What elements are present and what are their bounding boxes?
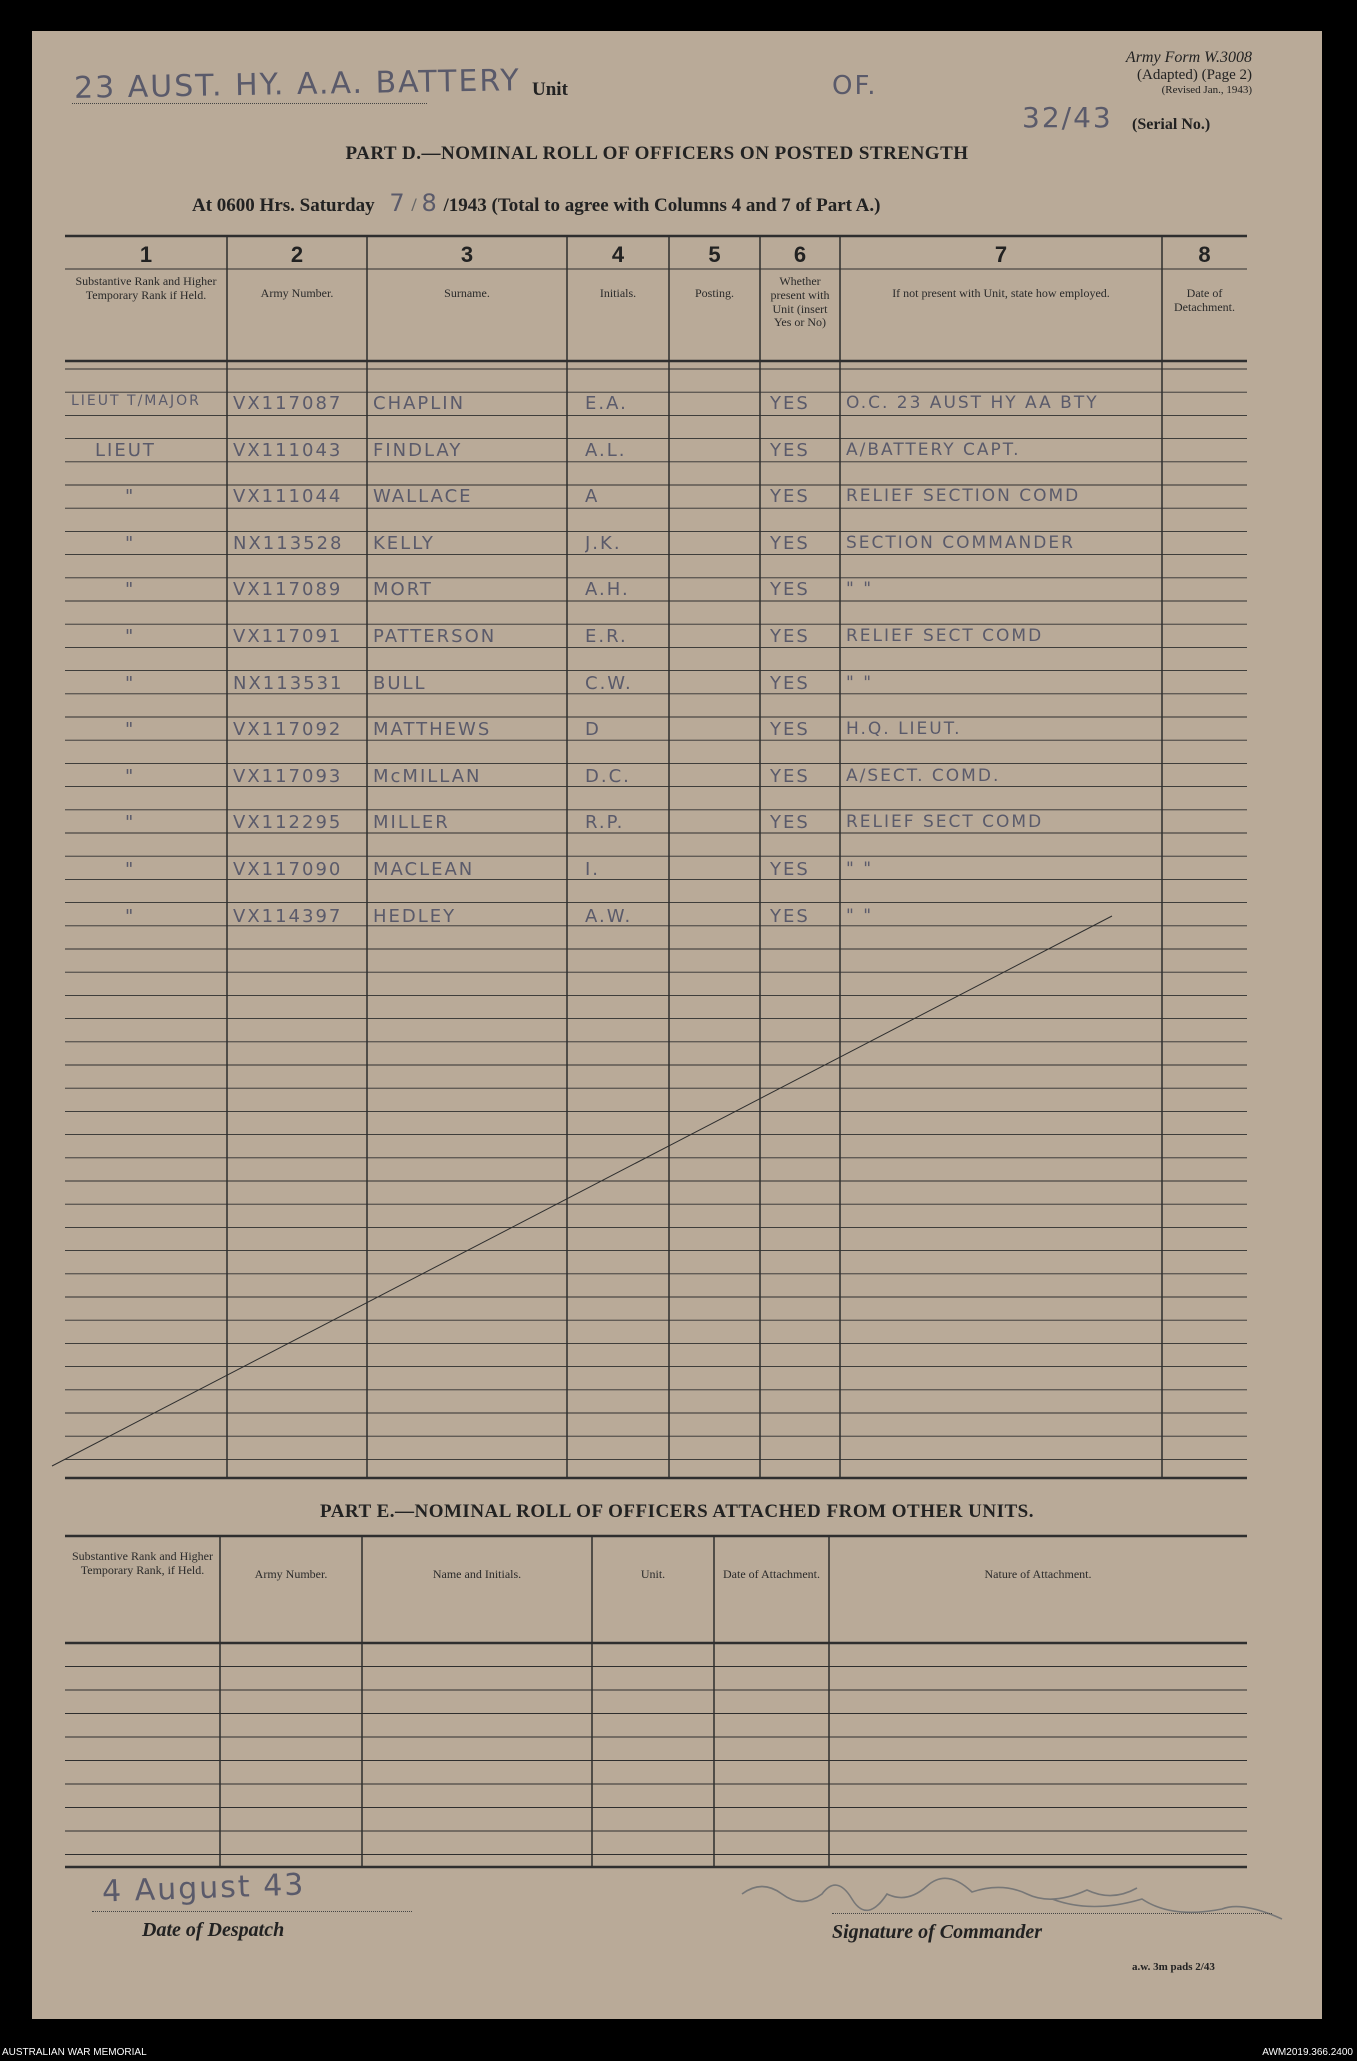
col-4-label: Initials. bbox=[599, 286, 637, 300]
officer-rank: LIEUT bbox=[95, 439, 156, 461]
col-2-number: 2 bbox=[290, 242, 304, 267]
officer-employed: A/BATTERY CAPT. bbox=[846, 439, 1021, 460]
part-e-col-1-label: Substantive Rank and Higher Temporary Rank, if Held. bbox=[72, 1549, 213, 1577]
officer-number: VX117091 bbox=[233, 626, 343, 647]
officer-present: YES bbox=[770, 393, 810, 414]
officer-initials: C.W. bbox=[585, 672, 633, 694]
officer-employed: " " bbox=[846, 672, 874, 693]
officer-initials: D bbox=[585, 719, 601, 741]
officer-surname: FINDLAY bbox=[373, 439, 463, 461]
despatch-handwritten: 4 August 43 bbox=[101, 1867, 306, 1910]
officer-present: YES bbox=[770, 486, 810, 508]
officer-number: VX117092 bbox=[233, 719, 343, 741]
serial-handwritten: 32/43 bbox=[1022, 101, 1113, 134]
officer-present: YES bbox=[770, 579, 810, 601]
officer-rank: " bbox=[125, 626, 136, 647]
officer-present: YES bbox=[770, 626, 810, 647]
officer-surname: BULL bbox=[373, 672, 427, 694]
officer-surname: MILLER bbox=[373, 812, 450, 834]
officer-employed: H.Q. LIEUT. bbox=[846, 719, 962, 740]
signature-underline bbox=[832, 1913, 1272, 1914]
col-5-number: 5 bbox=[708, 242, 721, 267]
officer-surname: MATTHEWS bbox=[373, 719, 492, 741]
officer-rank: " bbox=[125, 905, 136, 927]
officer-surname: KELLY bbox=[373, 532, 435, 554]
despatch-underline bbox=[92, 1911, 412, 1912]
serial-label: (Serial No.) bbox=[1132, 116, 1211, 133]
officer-rank: " bbox=[125, 532, 136, 554]
officer-initials: E.R. bbox=[585, 626, 628, 647]
date-day: 7 bbox=[389, 189, 407, 217]
col-5-label: Posting. bbox=[694, 286, 734, 300]
date-suffix: (Total to agree with Columns 4 and 7 of Part A.) bbox=[491, 195, 881, 216]
print-code: a.w. 3m pads 2/43 bbox=[1132, 1961, 1215, 1973]
part-d-title: PART D.—NOMINAL ROLL OF OFFICERS ON POSTED STRENGTH bbox=[345, 143, 969, 164]
officer-rank: LIEUT T/MAJOR bbox=[71, 393, 201, 409]
officer-initials: D.C. bbox=[585, 765, 631, 787]
officer-number: NX113531 bbox=[233, 672, 344, 694]
officer-employed: O.C. 23 AUST HY AA BTY bbox=[846, 393, 1099, 413]
part-e-col-6-label: Nature of Attachment. bbox=[984, 1567, 1092, 1581]
officer-number: VX117089 bbox=[233, 579, 343, 601]
officer-rank: " bbox=[125, 859, 136, 880]
officer-number: VX111044 bbox=[233, 486, 343, 508]
col-6-label: Whether present with Unit (insert Yes or No) bbox=[770, 274, 830, 330]
officer-employed: SECTION COMMANDER bbox=[846, 532, 1075, 553]
part-e-col-3-label: Name and Initials. bbox=[432, 1567, 522, 1581]
officer-employed: RELIEF SECTION COMD bbox=[846, 486, 1081, 507]
col-4-number: 4 bbox=[611, 242, 625, 267]
part-e-col-5-label: Date of Attachment. bbox=[723, 1567, 820, 1581]
officer-initials: J.K. bbox=[585, 532, 622, 554]
officer-present: YES bbox=[770, 719, 810, 741]
officer-initials: A bbox=[585, 486, 600, 508]
col-3-label: Surname. bbox=[444, 286, 490, 300]
officer-employed: A/SECT. COMD. bbox=[846, 765, 1001, 786]
officer-initials: E.A. bbox=[585, 393, 628, 414]
officer-rank: " bbox=[125, 812, 136, 834]
date-month: 8 bbox=[421, 189, 439, 217]
officer-surname: WALLACE bbox=[373, 486, 473, 508]
officer-number: VX117093 bbox=[233, 765, 343, 787]
officer-number: VX114397 bbox=[233, 905, 343, 927]
part-e-title: PART E.—NOMINAL ROLL OF OFFICERS ATTACHED FROM OTHER UNITS. bbox=[320, 1501, 1034, 1522]
unit-label: Unit bbox=[532, 79, 568, 100]
officer-rank: " bbox=[125, 672, 136, 694]
date-prefix: At 0600 Hrs. Saturday bbox=[192, 195, 375, 216]
officer-present: YES bbox=[770, 765, 810, 787]
form-number: Army Form W.3008 bbox=[1125, 49, 1252, 66]
officer-initials: A.H. bbox=[585, 579, 630, 601]
officer-rank: " bbox=[125, 486, 136, 508]
officer-surname: CHAPLIN bbox=[373, 393, 466, 414]
archive-left: AUSTRALIAN WAR MEMORIAL bbox=[2, 2047, 147, 2058]
officer-number: VX112295 bbox=[233, 812, 343, 834]
officer-surname: McMILLAN bbox=[373, 765, 482, 787]
col-1-label: Substantive Rank and Higher Temporary Rank if Held. bbox=[75, 274, 217, 302]
officer-present: YES bbox=[770, 532, 810, 554]
officer-rank: " bbox=[125, 719, 136, 741]
officer-employed: " " bbox=[846, 859, 874, 879]
archive-footer bbox=[0, 2031, 1357, 2061]
officer-present: YES bbox=[770, 439, 810, 461]
part-e-grid bbox=[32, 31, 1322, 1931]
despatch-label: Date of Despatch bbox=[142, 1919, 285, 1941]
officer-number: VX117090 bbox=[233, 859, 343, 880]
col-7-label: If not present with Unit, state how employed. bbox=[892, 286, 1110, 300]
officer-employed: RELIEF SECT COMD bbox=[846, 812, 1044, 833]
officer-employed: " " bbox=[846, 579, 874, 600]
officer-initials: R.P. bbox=[585, 812, 625, 834]
date-line: At 0600 Hrs. Saturday 7 / 8 /1943 (Total to agree with Columns 4 and 7 of Part A.) bbox=[192, 189, 881, 217]
officer-initials: A.W. bbox=[585, 905, 633, 927]
officer-initials: A.L. bbox=[585, 439, 627, 461]
officer-present: YES bbox=[770, 672, 810, 694]
col-8-label: Date of Detachment. bbox=[1174, 286, 1235, 314]
part-e-col-4-label: Unit. bbox=[640, 1567, 666, 1581]
officer-employed: " " bbox=[846, 905, 874, 926]
officer-number: VX117087 bbox=[233, 393, 343, 414]
officer-surname: HEDLEY bbox=[373, 905, 457, 927]
officer-rank: " bbox=[125, 579, 136, 601]
form-sheet bbox=[32, 31, 1322, 2019]
form-revised: (Revised Jan., 1943) bbox=[1161, 84, 1252, 96]
archive-right: AWM2019.366.2400 bbox=[1262, 2047, 1353, 2058]
col-2-label: Army Number. bbox=[260, 286, 334, 300]
of-handwritten: OF. bbox=[832, 71, 878, 101]
col-1-number: 1 bbox=[139, 242, 153, 267]
col-7-number: 7 bbox=[994, 242, 1008, 267]
officer-surname: MORT bbox=[373, 579, 433, 601]
signature-label: Signature of Commander bbox=[832, 1921, 1043, 1943]
col-8-number: 8 bbox=[1198, 242, 1211, 267]
officer-present: YES bbox=[770, 859, 810, 880]
officer-number: NX113528 bbox=[233, 532, 344, 554]
col-3-number: 3 bbox=[460, 242, 474, 267]
form-adapted: (Adapted) (Page 2) bbox=[1137, 67, 1252, 83]
col-6-number: 6 bbox=[793, 242, 807, 267]
officer-initials: I. bbox=[585, 859, 601, 880]
officer-present: YES bbox=[770, 905, 810, 927]
part-e-col-2-label: Army Number. bbox=[254, 1567, 328, 1581]
officer-number: VX111043 bbox=[233, 439, 343, 461]
officer-employed: RELIEF SECT COMD bbox=[846, 626, 1044, 646]
unit-handwritten: 23 AUST. HY. A.A. BATTERY bbox=[73, 63, 521, 106]
officer-surname: MACLEAN bbox=[373, 859, 475, 880]
date-year: /1943 bbox=[443, 195, 487, 216]
officer-surname: PATTERSON bbox=[373, 626, 497, 647]
officer-rank: " bbox=[125, 765, 136, 787]
officer-present: YES bbox=[770, 812, 810, 834]
